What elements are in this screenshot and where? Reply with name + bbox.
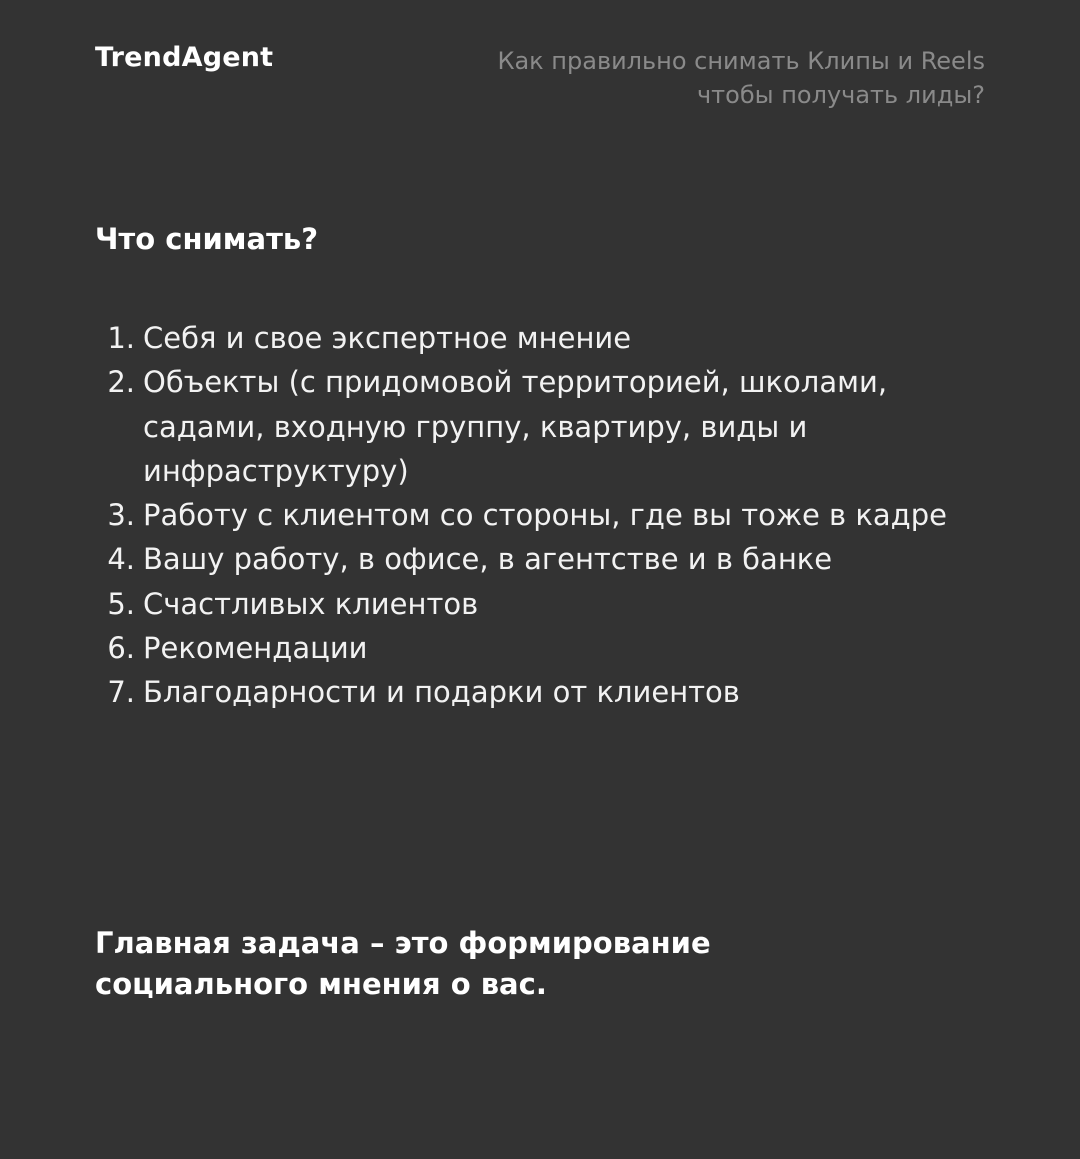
- list-item-number: 4.: [107, 542, 135, 577]
- list-item: [95, 670, 955, 714]
- topic-title-line: чтобы получать лиды?: [697, 81, 985, 109]
- summary-line: Главная задача – это формирование: [95, 926, 711, 960]
- list-item-number: 3.: [107, 498, 135, 533]
- header: [95, 42, 985, 122]
- section-title: Что снимать?: [95, 222, 319, 256]
- list-item-number: 2.: [107, 365, 135, 400]
- list-item-text: Работу с клиентом со стороны, где вы тоже в кадре: [143, 498, 947, 533]
- list-item-number: 1.: [107, 321, 135, 355]
- list-item: [95, 493, 955, 537]
- tips-list: [95, 316, 955, 715]
- list-item-text: Благодарности и подарки от клиентов: [143, 675, 740, 710]
- list-item: [95, 537, 955, 581]
- list-item: [95, 582, 955, 626]
- topic-title-line: Как правильно снимать Клипы и Reels: [497, 47, 985, 75]
- list-item-text: Объекты (с придомовой территорией, школами, садами, входную группу, квартиру, виды и инфраструктуру): [143, 365, 888, 488]
- list-item-number: 6.: [107, 631, 135, 666]
- list-item-number: 5.: [107, 586, 135, 621]
- brand-logo: TrendAgent: [95, 42, 274, 73]
- list-item-text: Счастливых клиентов: [143, 586, 479, 621]
- list-item: [95, 626, 955, 670]
- list-item-text: Вашу работу, в офисе, в агентстве и в банке: [143, 542, 833, 577]
- list-item-text: Себя и свое экспертное мнение: [143, 321, 632, 355]
- list-item-text: Рекомендации: [143, 631, 368, 666]
- summary-text: [95, 923, 855, 1005]
- topic-title: [497, 44, 985, 112]
- list-item: [95, 316, 955, 360]
- summary-line: социального мнения о вас.: [95, 967, 547, 1001]
- list-item: [95, 360, 955, 493]
- list-item-number: 7.: [107, 675, 135, 710]
